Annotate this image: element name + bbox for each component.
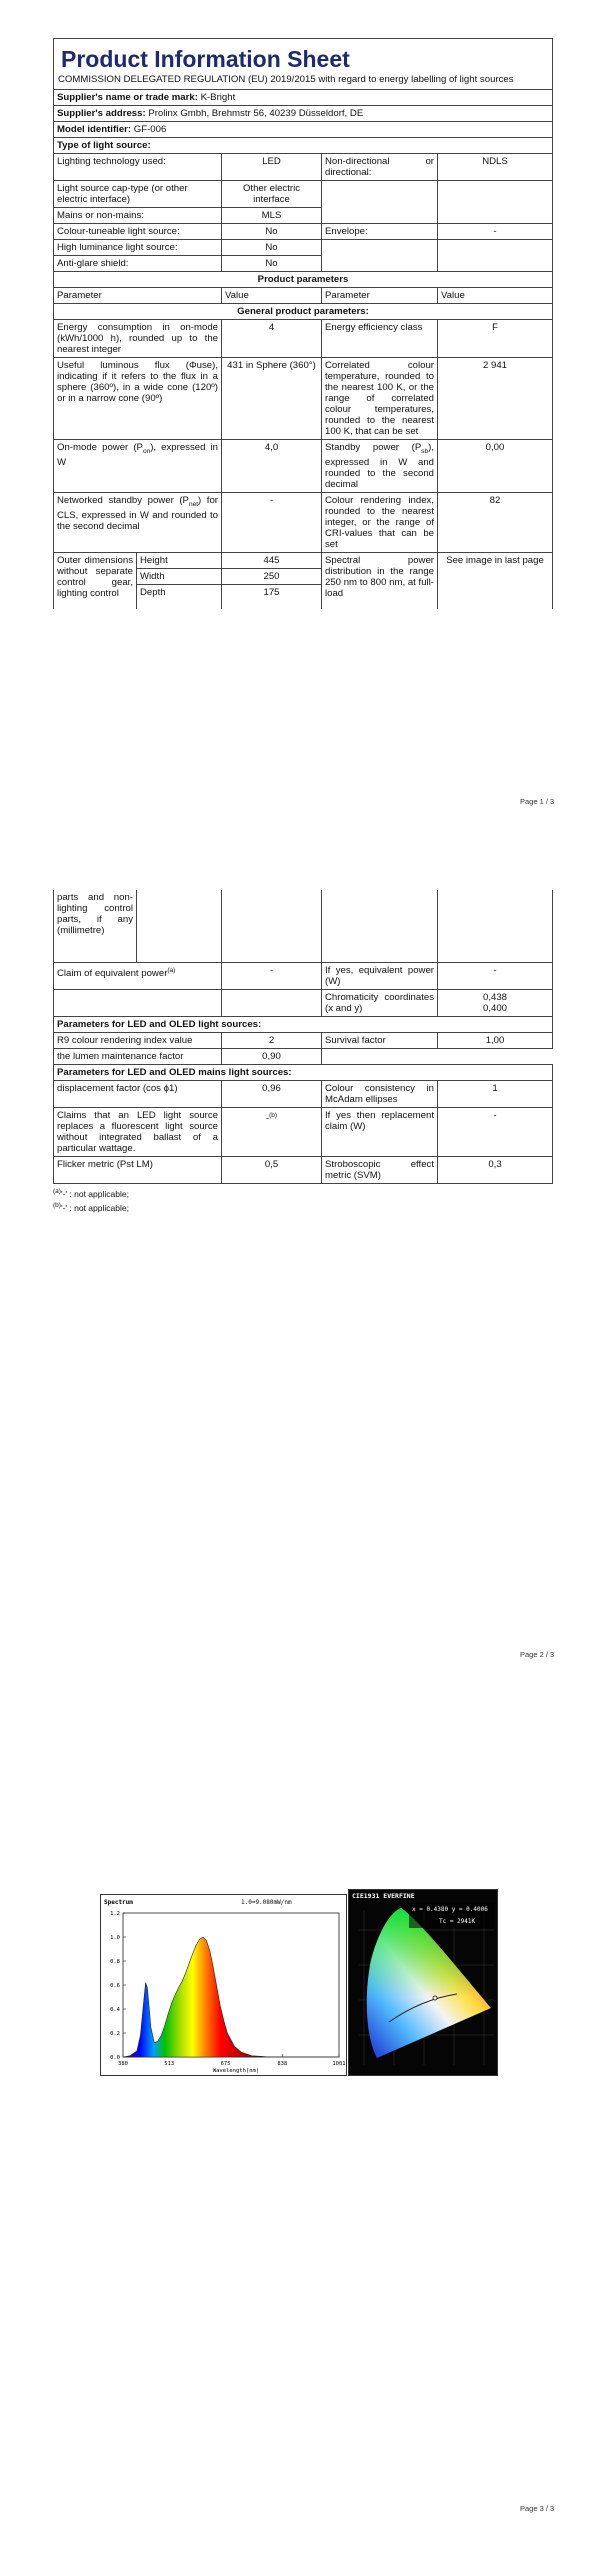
equiv-power-label: If yes, equivalent power (W) [322, 963, 438, 990]
spectrum-y-tick-label: 0.8 [110, 1959, 120, 1965]
depth-value: 175 [222, 584, 322, 609]
outer-dims-label-cont: parts and non-lighting control parts, if any (millimetre) [54, 890, 137, 963]
r9-value: 2 [222, 1033, 322, 1049]
netstandby-label [54, 492, 222, 552]
cie-svg [349, 1890, 497, 2075]
col-parameter-2: Parameter [322, 288, 438, 304]
survival-value: 1,00 [438, 1033, 553, 1049]
spec-table-1 [53, 38, 553, 609]
onmode-sub: on [142, 447, 151, 455]
cri-value: 82 [438, 492, 553, 552]
eff-class-value: F [438, 320, 553, 358]
type-label: Type of light source: [54, 138, 553, 154]
equiv-power-value: - [438, 963, 553, 990]
footnote-b-mark: (b) [53, 1201, 61, 1209]
footnote-a [53, 1186, 552, 1200]
spectrum-y-tick-label: 1.2 [110, 1911, 120, 1917]
flux-value: 431 in Sphere (360°) [222, 358, 322, 440]
spectrum-svg [101, 1895, 346, 2075]
r9-label: R9 colour rendering index value [54, 1033, 222, 1049]
onmode-label-a: On-mode power (P [57, 442, 143, 453]
fluor-dash: - [265, 1113, 270, 1125]
width-label: Width [137, 568, 222, 584]
product-params-label: Product parameters [54, 272, 553, 288]
eff-class-label: Energy efficiency class [322, 320, 438, 358]
cct-value: 2 941 [438, 358, 553, 440]
spectrum-area [123, 1937, 339, 2057]
onmode-label [54, 440, 222, 493]
high-lum-value: No [222, 240, 322, 256]
onmode-value: 4,0 [222, 440, 322, 493]
lumen-value: 0,90 [222, 1049, 322, 1065]
spectrum-value-label: 1.0=9.080mW/nm [241, 1899, 292, 1906]
cri-label: Colour rendering index, rounded to the nearest integer, or the range of CRI-values that can be set [322, 492, 438, 552]
footnote-b-text: '-' : not applicable; [60, 1202, 129, 1213]
page-2 [0, 820, 603, 1700]
page-number-2: Page 2 / 3 [520, 1650, 555, 1659]
spectrum-x-tick-label: 675 [220, 2061, 231, 2067]
page-number-3: Page 3 / 3 [520, 2504, 555, 2513]
flux-label: Useful luminous flux (Φuse), indicating if it refers to the flux in a sphere (360º), in a wide cone (120º) or in a narrow cone (90º) [54, 358, 222, 440]
netstandby-value: - [222, 492, 322, 552]
lighting-tech-value: LED [222, 154, 322, 181]
general-params-label: General product parameters: [54, 304, 553, 320]
spectrum-x-tick-label: 838 [277, 2061, 288, 2067]
spectrum-title: Spectrum [104, 1899, 133, 1906]
spectrum-y-tick-label: 0.0 [110, 2055, 120, 2061]
disp-value: 0,96 [222, 1081, 322, 1108]
supplier-name-label: Supplier's name or trade mark: [57, 92, 198, 103]
survival-label: Survival factor [322, 1033, 438, 1049]
model-identifier: GF-006 [133, 124, 167, 135]
equiv-sup: (a) [167, 967, 176, 974]
footnote-a-mark: (a) [53, 1188, 61, 1195]
fluor-label: Claims that an LED light source replaces a fluorescent light source without integrated ballast of a particular wattage. [54, 1108, 222, 1157]
height-value: 445 [222, 552, 322, 568]
netstandby-label-a: Networked standby power (P [57, 494, 189, 506]
cie-title: CIE1931 EVERFINE [352, 1892, 415, 1900]
replace-value: - [438, 1108, 553, 1157]
depth-label: Depth [137, 584, 222, 609]
equiv-label [54, 963, 222, 990]
equiv-label-text: Claim of equivalent power [57, 968, 168, 980]
spectrum-y-tick-label: 0.4 [110, 2007, 120, 2013]
lumen-label: the lumen maintenance factor [54, 1049, 222, 1065]
onmode-label-b: ), expressed in W [57, 442, 219, 468]
spectrum-x-tick-label: 1001 [332, 2061, 346, 2067]
spectrum-x-tick-label: 380 [118, 2061, 128, 2067]
spectrum-chart [100, 1894, 347, 2076]
standby-value: 0,00 [438, 440, 553, 493]
spectrum-y-tick-label: 0.6 [110, 1983, 120, 1989]
anti-glare-value: No [222, 256, 322, 272]
spd-value: See image in last page [438, 552, 553, 609]
cie-chart [348, 1889, 498, 2076]
replace-label: If yes then replacement claim (W) [322, 1108, 438, 1157]
standby-sub: sb [421, 447, 429, 455]
info-sheet-continued [53, 890, 552, 1214]
equiv-value: - [222, 963, 322, 990]
cap-value: Other electric interface [222, 181, 322, 208]
consistency-value: 1 [438, 1081, 553, 1108]
supplier-address-label: Supplier's address: [57, 108, 146, 119]
page-3 [0, 1700, 603, 2560]
spec-table-2 [53, 890, 553, 1184]
standby-label [322, 440, 438, 493]
cap-label: Light source cap-type (or other electric interface) [54, 181, 222, 208]
supplier-name: K-Bright [200, 92, 236, 103]
outer-dims-label: Outer dimensions without separate control gear, lighting control [54, 552, 137, 609]
mains-params-label: Parameters for LED and OLED mains light sources: [54, 1065, 553, 1081]
mains-label: Mains or non-mains: [54, 208, 222, 224]
fluor-sup: (b) [269, 1112, 278, 1119]
chroma-label: Chromaticity coordinates (x and y) [322, 990, 438, 1017]
netstandby-label-b: ) for CLS, expressed in W and rounded to the second decimal [57, 494, 218, 532]
footnote-b [53, 1200, 552, 1214]
nondirectional-value: NDLS [438, 154, 553, 181]
info-sheet-top [53, 38, 552, 609]
chroma-value [438, 990, 553, 1017]
height-label: Height [137, 552, 222, 568]
spectrum-y-tick-label: 0.2 [110, 2031, 120, 2037]
lighting-tech-label: Lighting technology used: [54, 154, 222, 181]
cie-coords: x = 0.4380 y = 0.4006 [412, 1906, 488, 1913]
envelope-label: Envelope: [322, 224, 438, 240]
energy-label: Energy consumption in on-mode (kWh/1000 h), rounded up to the nearest integer [54, 320, 222, 358]
standby-label-b: ), expressed in W and rounded to the second decimal [325, 442, 434, 490]
colour-tune-value: No [222, 224, 322, 240]
led-params-label: Parameters for LED and OLED light sources: [54, 1017, 553, 1033]
col-value-2: Value [438, 288, 553, 304]
supplier-address: Prolinx Gmbh, Brehmstr 56, 40239 Düsseldorf, DE [148, 108, 364, 119]
cie-locus-green [367, 1908, 491, 2058]
cie-point [433, 1996, 437, 2000]
netstandby-sub: net [188, 500, 199, 508]
standby-label-a: Standby power (P [325, 442, 422, 453]
cct-label: Correlated colour temperature, rounded to the nearest 100 K, or the range of correlated colour temperatures, rounded to the nearest 100 K, that can be set [322, 358, 438, 440]
strobo-label: Stroboscopic effect metric (SVM) [322, 1157, 438, 1184]
regulation-text: COMMISSION DELEGATED REGULATION (EU) 2019/2015 with regard to energy labelling of light sources [58, 74, 514, 85]
consistency-label: Colour consistency in McAdam ellipses [322, 1081, 438, 1108]
model-label: Model identifier: [57, 124, 132, 135]
spectrum-plot-frame [123, 1913, 339, 2057]
page-1 [0, 0, 603, 820]
envelope-value: - [438, 224, 553, 240]
spectrum-y-tick-label: 1.0 [110, 1935, 120, 1941]
spd-label: Spectral power distribution in the range 250 nm to 800 nm, at full-load [322, 552, 438, 609]
high-lum-label: High luminance light source: [54, 240, 222, 256]
nondirectional-label: Non-directional or directional: [322, 154, 438, 181]
colour-tune-label: Colour-tuneable light source: [54, 224, 222, 240]
strobo-value: 0,3 [438, 1157, 553, 1184]
disp-label: displacement factor (cos ϕ1) [54, 1081, 222, 1108]
energy-value: 4 [222, 320, 322, 358]
flicker-label: Flicker metric (Pst LM) [54, 1157, 222, 1184]
col-value: Value [222, 288, 322, 304]
chroma-x: 0,438 [482, 992, 507, 1003]
width-value: 250 [222, 568, 322, 584]
flicker-value: 0,5 [222, 1157, 322, 1184]
spectrum-xlabel: Wavelength(nm) [212, 2068, 260, 2074]
anti-glare-label: Anti-glare shield: [54, 256, 222, 272]
page-title: Product Information Sheet [61, 46, 350, 72]
chroma-y: 0,400 [482, 1003, 507, 1014]
col-parameter: Parameter [54, 288, 222, 304]
mains-value: MLS [222, 208, 322, 224]
spectrum-x-tick-label: 513 [164, 2061, 175, 2067]
footnote-a-text: '-' : not applicable; [60, 1188, 129, 1199]
fluor-value [222, 1108, 322, 1157]
page-number-1: Page 1 / 3 [520, 797, 555, 806]
cie-tc: Tc = 2941K [439, 1918, 476, 1925]
